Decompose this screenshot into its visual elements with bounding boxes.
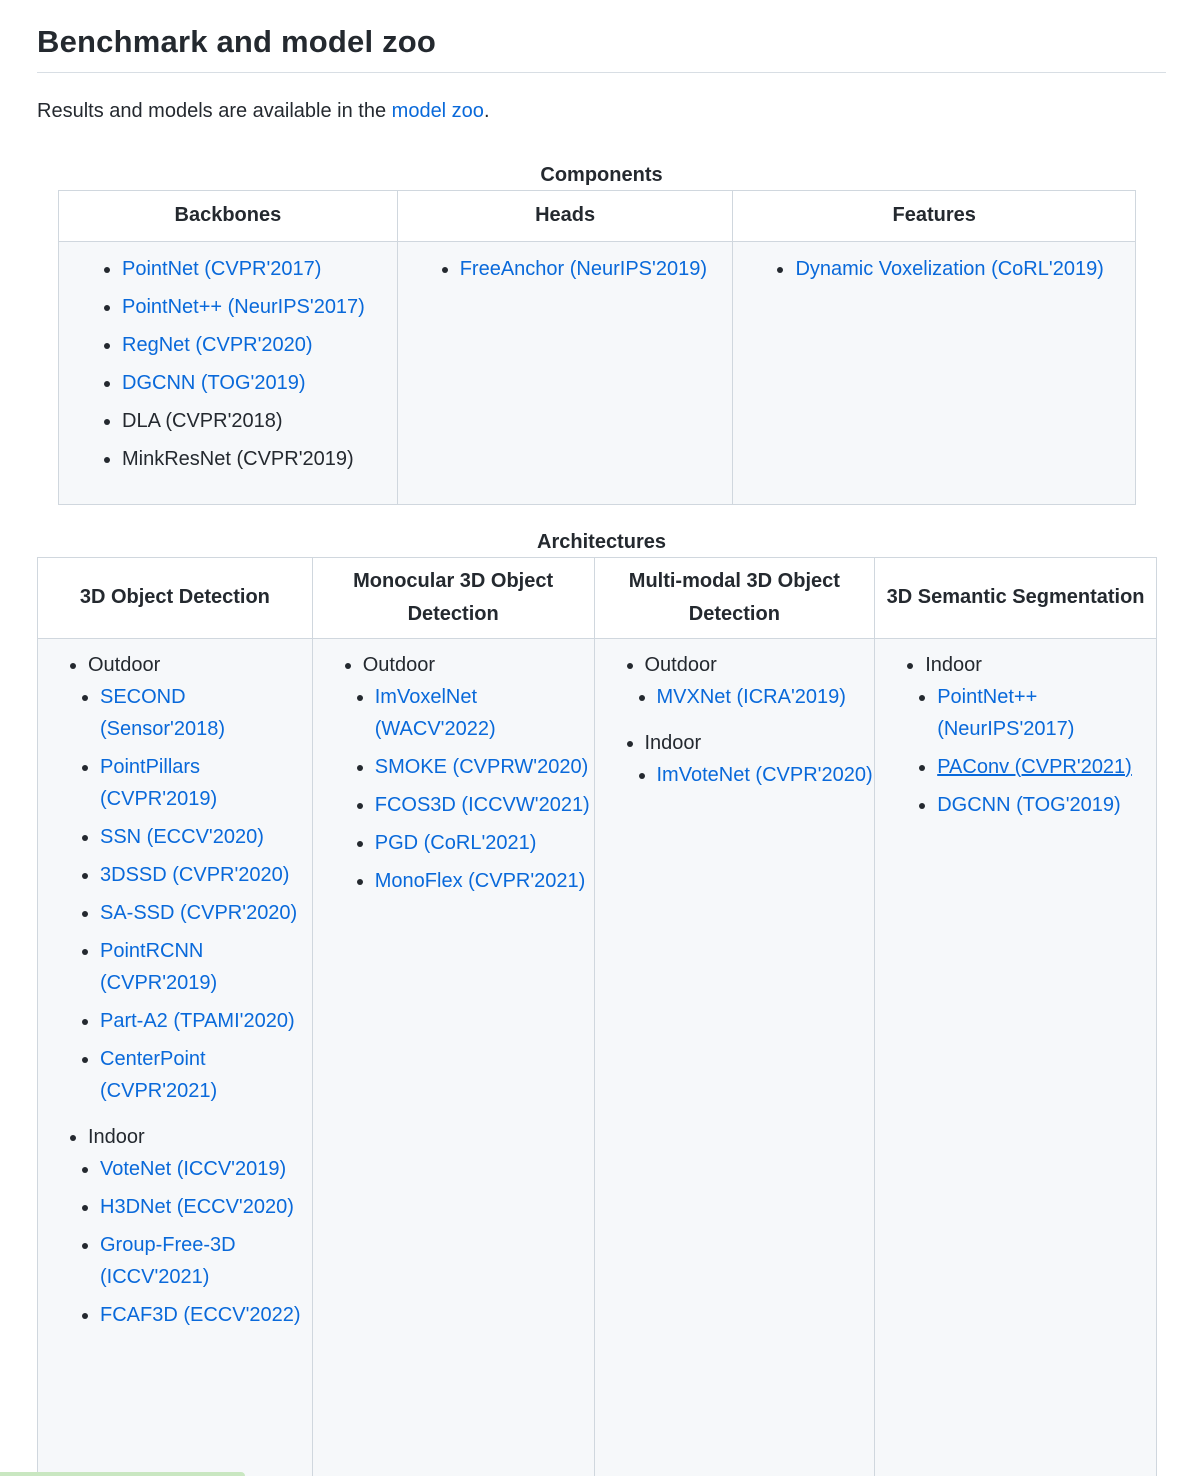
architectures-table xyxy=(37,557,1157,1476)
group-label: Indoor xyxy=(925,653,982,676)
list-item xyxy=(100,1005,311,1037)
ssn-link[interactable]: SSN (ECCV'2020) xyxy=(100,825,264,848)
group-label: Outdoor xyxy=(644,653,717,676)
group-label: Indoor xyxy=(88,1125,145,1148)
group-free-3d-link[interactable]: Group-Free-3D (ICCV'2021) xyxy=(100,1233,236,1288)
sa-ssd-link[interactable]: SA-SSD (CVPR'2020) xyxy=(100,901,298,924)
centerpoint-link[interactable]: CenterPoint (CVPR'2021) xyxy=(100,1047,218,1102)
group-indoor xyxy=(88,1121,311,1331)
backbones-cell xyxy=(59,241,398,504)
header-3d-semantic-segmentation: 3D Semantic Segmentation xyxy=(875,557,1157,638)
arch-list-2 xyxy=(596,649,874,791)
list-item xyxy=(460,253,732,285)
minkresnet-label: MinkResNet (CVPR'2019) xyxy=(122,447,354,470)
features-cell xyxy=(733,241,1136,504)
list-item xyxy=(795,253,1134,285)
group-items xyxy=(925,681,1155,821)
group-label: Outdoor xyxy=(88,653,161,676)
list-item xyxy=(375,681,593,745)
list-item xyxy=(937,789,1155,821)
list-item xyxy=(100,1191,311,1223)
votenet-link[interactable]: VoteNet (ICCV'2019) xyxy=(100,1157,287,1180)
pointrcnn-link[interactable]: PointRCNN (CVPR'2019) xyxy=(100,939,218,994)
list-item xyxy=(122,253,396,285)
arch-list-0 xyxy=(39,649,311,1331)
regnet-link[interactable]: RegNet (CVPR'2020) xyxy=(122,333,313,356)
list-item xyxy=(100,859,311,891)
group-outdoor xyxy=(88,649,311,1107)
arch-cell-1 xyxy=(312,638,594,1476)
list-item xyxy=(122,329,396,361)
components-body-row xyxy=(59,241,1136,504)
list-item xyxy=(100,1299,311,1331)
list-item xyxy=(122,291,396,323)
components-caption: Components xyxy=(540,163,663,186)
second-link[interactable]: SECOND (Sensor'2018) xyxy=(100,685,225,740)
group-outdoor xyxy=(363,649,593,897)
heads-list xyxy=(399,243,732,285)
imvoxelnet-link[interactable]: ImVoxelNet (WACV'2022) xyxy=(374,685,496,740)
heads-cell xyxy=(397,241,733,504)
group-label: Outdoor xyxy=(362,653,436,676)
list-item xyxy=(937,681,1155,745)
components-table xyxy=(58,190,1136,505)
list-item xyxy=(937,751,1155,783)
header-heads: Heads xyxy=(397,190,733,241)
fcos3d-link[interactable]: FCOS3D (ICCVW'2021) xyxy=(374,793,590,816)
group-indoor xyxy=(645,727,874,791)
architectures-header-row xyxy=(38,557,1157,638)
intro-paragraph xyxy=(37,99,1166,123)
paconv-link[interactable]: PAConv (CVPR'2021) xyxy=(937,755,1132,778)
smoke-link[interactable]: SMOKE (CVPRW'2020) xyxy=(374,755,589,778)
header-backbones: Backbones xyxy=(59,190,398,241)
group-outdoor xyxy=(645,649,874,713)
list-item xyxy=(375,751,593,783)
fcaf3d-link[interactable]: FCAF3D (ECCV'2022) xyxy=(100,1303,301,1326)
arch-cell-3 xyxy=(875,638,1157,1476)
part-a2-link[interactable]: Part-A2 (TPAMI'2020) xyxy=(100,1009,295,1032)
mvxnet-link[interactable]: MVXNet (ICRA'2019) xyxy=(656,685,846,708)
dgcnn-link[interactable]: DGCNN (TOG'2019) xyxy=(122,371,306,394)
list-item xyxy=(100,821,311,853)
list-item xyxy=(100,1043,311,1107)
group-label: Indoor xyxy=(644,731,702,754)
components-header-row xyxy=(59,190,1136,241)
arch-list-3 xyxy=(876,649,1155,821)
pointpillars-link[interactable]: PointPillars (CVPR'2019) xyxy=(100,755,218,810)
intro-suffix: . xyxy=(483,99,490,122)
intro-text: Results and models are available in the xyxy=(37,99,392,122)
group-items xyxy=(88,1153,311,1331)
group-items xyxy=(363,681,593,897)
header-features: Features xyxy=(733,190,1136,241)
section-heading: Benchmark and model zoo xyxy=(37,0,1166,73)
arch-cell-2 xyxy=(594,638,875,1476)
backbones-list xyxy=(60,243,396,475)
dgcnn-link[interactable]: DGCNN (TOG'2019) xyxy=(937,793,1121,816)
list-item xyxy=(100,1229,311,1293)
monoflex-link[interactable]: MonoFlex (CVPR'2021) xyxy=(374,869,586,892)
list-item xyxy=(122,367,396,399)
dla-label: DLA (CVPR'2018) xyxy=(122,409,283,432)
list-item xyxy=(100,681,311,745)
dynamic-voxelization-link[interactable]: Dynamic Voxelization (CoRL'2019) xyxy=(795,257,1104,280)
list-item xyxy=(657,759,874,791)
arch-list-1 xyxy=(314,649,593,897)
group-items xyxy=(645,759,874,791)
list-item xyxy=(122,405,396,437)
architectures-caption: Architectures xyxy=(537,530,666,553)
scroll-indicator-bar xyxy=(0,1472,245,1476)
list-item xyxy=(100,751,311,815)
list-item xyxy=(375,827,593,859)
pointnet-link[interactable]: PointNet++ (NeurIPS'2017) xyxy=(122,295,365,318)
group-indoor xyxy=(925,649,1155,821)
features-list xyxy=(734,243,1134,285)
3dssd-link[interactable]: 3DSSD (CVPR'2020) xyxy=(100,863,290,886)
list-item xyxy=(375,865,593,897)
header-multimodal-3d-object-detection: Multi-modal 3D Object Detection xyxy=(594,557,875,638)
arch-cell-0 xyxy=(38,638,313,1476)
pgd-link[interactable]: PGD (CoRL'2021) xyxy=(374,831,537,854)
list-item xyxy=(657,681,874,713)
h3dnet-link[interactable]: H3DNet (ECCV'2020) xyxy=(100,1195,294,1218)
list-item xyxy=(375,789,593,821)
list-item xyxy=(100,1153,311,1185)
header-3d-object-detection: 3D Object Detection xyxy=(38,557,313,638)
architectures-body-row xyxy=(38,638,1157,1476)
header-monocular-3d-object-detection: Monocular 3D Object Detection xyxy=(312,557,594,638)
list-item xyxy=(100,935,311,999)
freeanchor-link[interactable]: FreeAnchor (NeurIPS'2019) xyxy=(459,257,707,280)
model-zoo-link[interactable]: model zoo xyxy=(391,99,484,122)
pointnet-link[interactable]: PointNet (CVPR'2017) xyxy=(122,257,322,280)
imvotenet-link[interactable]: ImVoteNet (CVPR'2020) xyxy=(656,763,873,786)
pointnet-link[interactable]: PointNet++ (NeurIPS'2017) xyxy=(937,685,1075,740)
list-item xyxy=(100,897,311,929)
list-item xyxy=(122,443,396,475)
group-items xyxy=(88,681,311,1107)
group-items xyxy=(645,681,874,713)
